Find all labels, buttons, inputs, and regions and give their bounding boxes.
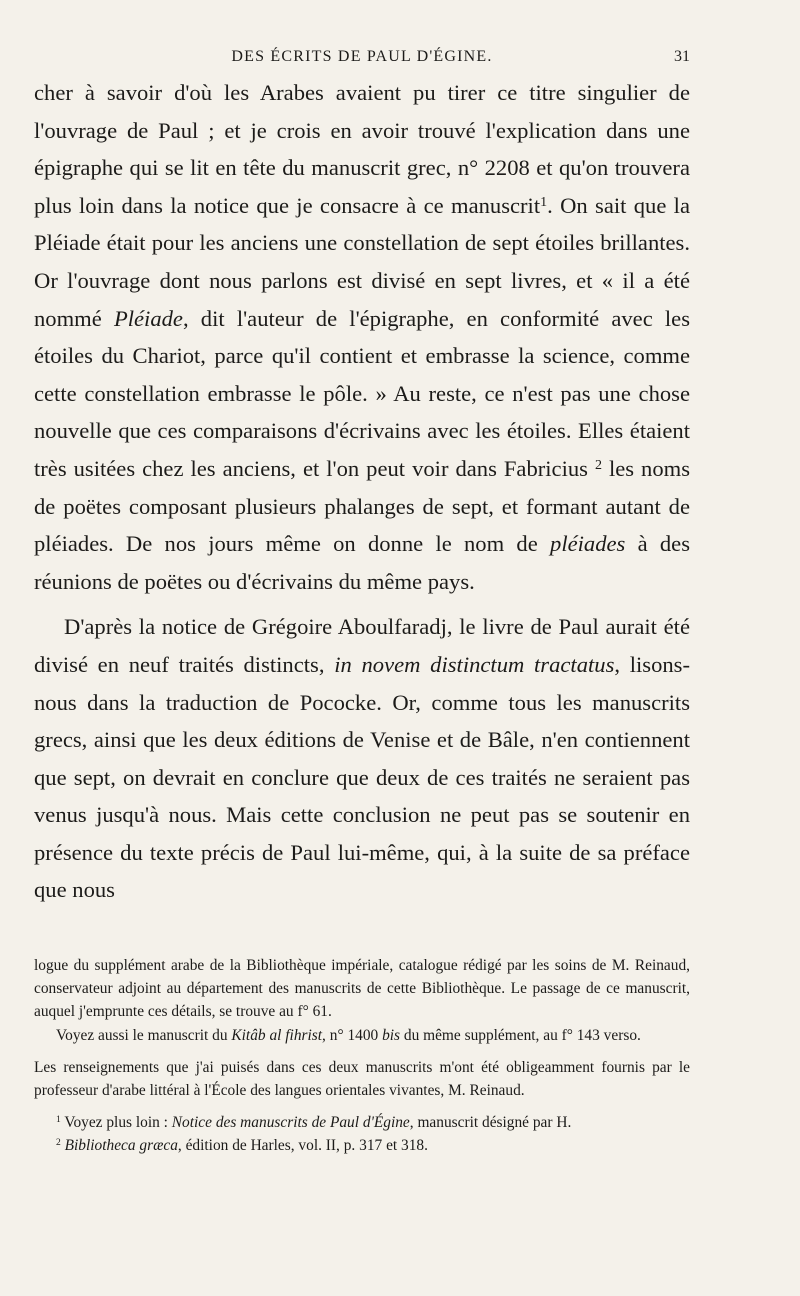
footnote-1 — [34, 1111, 690, 1134]
text-run: D'après la notice de Grégoire Aboulfaradj, le livre de Paul aurait été divisé en neuf traités distincts, — [34, 614, 690, 677]
text-run: du même supplément, au f° 143 verso. — [400, 1026, 641, 1044]
paragraph-1 — [34, 74, 690, 600]
footnote-mark: 2 — [56, 1137, 61, 1149]
footnote-mark: 1 — [56, 1114, 61, 1126]
italic-term: in novem distinctum tractatus — [334, 651, 615, 677]
italic-term: bis — [382, 1026, 401, 1044]
text-run: , dit l'auteur de l'épigraphe, en conformité avec les étoiles du Chariot, parce qu'il contient et embrasse la science, comme cette constellation embrasse le pôle. » Au reste, ce n'est pas une chose nouvelle que ces comparaisons d'écrivains avec les étoiles. Elles étaient très usitées chez les anciens, et l'on peut voir dans Fabricius — [34, 305, 691, 481]
italic-term: Pléiade — [113, 305, 183, 331]
notes-section — [34, 954, 690, 1158]
note-see-also — [34, 1024, 690, 1047]
italic-term: pléiades — [550, 531, 626, 557]
text-run: cher à savoir d'où les Arabes avaient pu tirer ce titre singulier de l'ouvrage de Paul ; et je crois en avoir trouvé l'explication dans une épigraphe qui se lit en tête du manuscrit grec, n° 2208 et qu'on trouvera plus loin dans la notice que je consacre à ce manuscrit — [34, 80, 690, 218]
text-run: Voyez plus loin : — [60, 1114, 172, 1132]
text-run: , n° 1400 — [322, 1026, 383, 1044]
italic-term: Bibliotheca græca — [64, 1137, 178, 1155]
text-run: , manuscrit désigné par H. — [409, 1114, 572, 1132]
paragraph-2 — [34, 608, 690, 909]
italic-term: Kitâb al fihrist — [231, 1026, 323, 1044]
text-run: , lisons-nous dans la traduction de Pococke. Or, comme tous les manuscrits grecs, ainsi que les deux éditions de Venise et de Bâle, n'en contiennent que sept, on devrait en conclure que deux de ces traités ne seraient pas venus jusqu'à nous. Mais cette conclusion ne peut pas se soutenir en présence du texte précis de Paul lui-même, qui, à la suite de sa préface que nous — [34, 651, 690, 903]
footnote-ref-2: 2 — [594, 457, 602, 473]
main-text — [34, 74, 690, 909]
footnote-2 — [34, 1134, 690, 1157]
page-number: 31 — [674, 48, 690, 65]
text-run: , édition de Harles, vol. II, p. 317 et 318. — [177, 1137, 428, 1155]
footnote-ref-1: 1 — [540, 194, 548, 210]
note-continuation: logue du supplément arabe de la Bibliothèque impériale, catalogue rédigé par les soins de M. Reinaud, conservateur adjoint au département des manuscrits de cette Bibliothèque. Le passage de ce manuscrit, auquel j'emprunte ces détails, se trouve au f° 61. — [34, 957, 690, 1021]
text-run: les noms de poëtes composant plusieurs phalanges de sept, et formant autant de pléiades. De nos jours même on donne le nom de — [34, 455, 690, 557]
running-title: DES ÉCRITS DE PAUL D'ÉGINE. — [231, 48, 493, 65]
text-run: Voyez aussi le manuscrit du — [56, 1026, 232, 1044]
italic-term: Notice des manuscrits de Paul d'Égine — [171, 1114, 410, 1132]
text-run: à des réunions de poëtes ou d'écrivains du même pays. — [34, 531, 690, 594]
note-acknowledgement: Les renseignements que j'ai puisés dans ces deux manuscrits m'ont été obligeamment fournis par le professeur d'arabe littéral à l'École des langues orientales vivantes, M. Reinaud. — [34, 1058, 690, 1100]
page-header — [34, 46, 690, 72]
text-run: . On sait que la Pléiade était pour les anciens une constellation de sept étoiles brillantes. Or l'ouvrage dont nous parlons est divisé en sept livres, et « il a été nommé — [34, 192, 690, 331]
